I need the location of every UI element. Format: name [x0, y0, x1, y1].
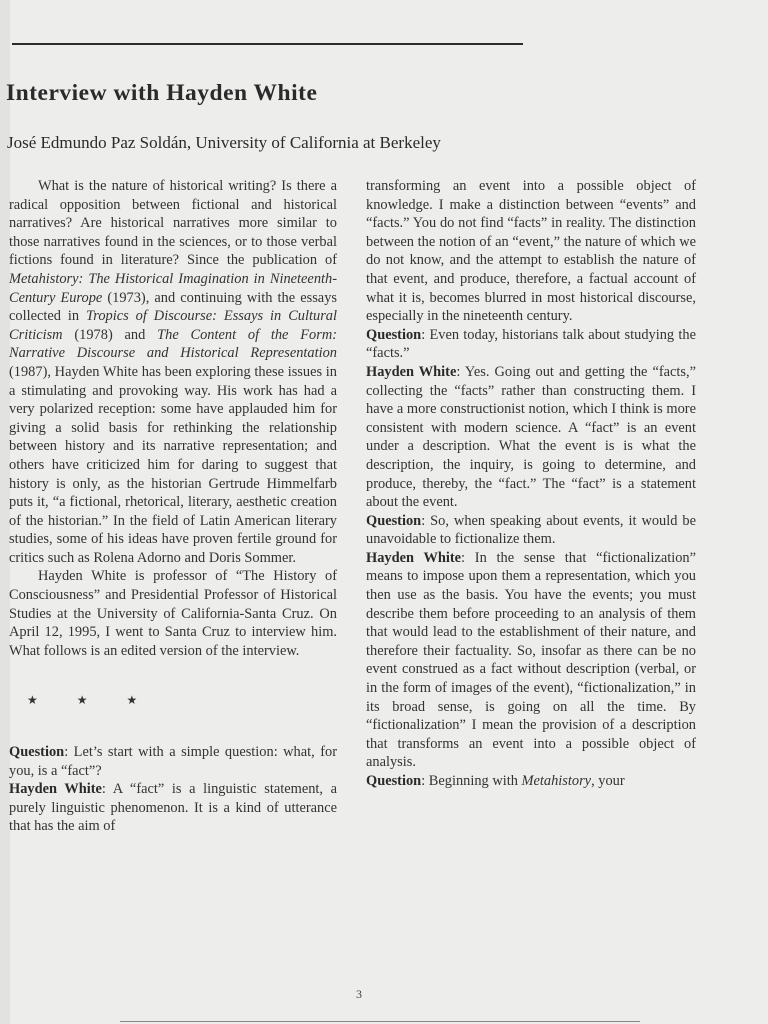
respondent-label: Hayden White: [366, 549, 462, 566]
intro-paragraph-1: What is the nature of historical writing? Is there a radical opposition between fictional and historical narratives? Are historical narratives more similar to those narratives found in the sciences, or to those verbal fictions found in literature? Since the publication of Metahistory: The Historical Imagination in Nineteenth-Century Europe (1973), and continuing with the essays collected in Tropics of Discourse: Essays in Cultural Criticism (1978) and The Content of the Form: Narrative Discourse and Historical Representation (1987), Hayden White has been exploring these issues in a stimulating and provoking way. His work has had a very polarized reception: some have applauded him for giving a solid basis for rethinking the relationship between history and its narrative representation; and others have criticized him for daring to suggest that history is only, as the historian Gertrude Himmelfarb puts it, “a fictional, rhetorical, literary, aesthetic creation of the historian.” In the field of Latin American literary studies, some of his ideas have proven fertile ground for critics such as Rolena Adorno and Doris Sommer.: [9, 178, 338, 566]
question-2: Question: Even today, historians talk about studying the “facts.”: [366, 326, 696, 362]
question-label: Question: [9, 744, 65, 761]
author-name: José Edmundo Paz Soldán,: [7, 133, 192, 152]
article-title: Interview with Hayden White: [6, 80, 318, 106]
respondent-label: Hayden White: [366, 363, 457, 380]
book-title-metahistory: Metahistory: The Historical Imagination in Nineteenth-Century Europe: [9, 270, 337, 306]
question-label: Question: [366, 512, 422, 529]
answer-3: Hayden White: In the sense that “fictionalization” means to impose upon them a representation, which you then use as the basis. You have the events; you must describe them before proceeding to an analysis of them that would lead to the establishment of their nature, and therefore their factuality. So, insofar as there can be no event construed as a fact without description (verbal, or in the form of images of the event), “fictionalization,” in its broad sense, is going on all the time. By “fictionalization” I mean the provision of a description that transforms an event into a possible object of analysis.: [366, 549, 696, 771]
intro-paragraph-2: Hayden White is professor of “The History of Consciousness” and Presidential Professor of Historical Studies at the University of California-Santa Cruz. On April 12, 1995, I went to Santa Cruz to interview him. What follows is an edited version of the interview.: [9, 568, 337, 659]
question-label: Question: [366, 773, 422, 789]
book-title-tropics: Tropics of Discourse: Essays in Cultural Criticism: [9, 308, 337, 343]
author-affiliation: University of California at Berkeley: [195, 133, 441, 152]
question-1: Question: Let’s start with a simple question: what, for you, is a “fact”?: [9, 744, 337, 779]
top-rule: [12, 43, 523, 45]
answer-1: Hayden White: A “fact” is a linguistic statement, a purely linguistic phenomenon. It is a kind of utterance that has the aim of: [9, 781, 337, 835]
book-title-metahistory: Metahistory: [521, 773, 592, 789]
byline: [7, 133, 441, 153]
question-3: Question: So, when speaking about events, it would be unavoidable to fictionalize them.: [366, 512, 696, 548]
section-separator: ★ ★ ★: [27, 693, 156, 708]
answer-1-continued: transforming an event into a possible object of knowledge. I make a distinction between “events” and “facts.” You do not find “facts” in reality. The distinction between the notion of an “event,” the nature of which we do not know, and the attempt to establish the nature of that event, and produce, therefore, a factual account of what it is, becomes blurred in most historical discourse, especially in the nineteenth century.: [366, 178, 696, 325]
question-label: Question: [366, 326, 422, 343]
respondent-label: Hayden White: [9, 781, 102, 798]
left-column: [9, 177, 337, 836]
bottom-rule: [120, 1021, 640, 1022]
book-title-content-of-form: The Content of the Form: Narrative Discourse and Historical Representation: [9, 326, 338, 362]
right-column: [366, 177, 696, 791]
answer-2: Hayden White: Yes. Going out and getting the “facts,” collecting the “facts” rather than constructing them. I have a more constructionist notion, which I think is more consistent with modern science. A “fact” is an event under a description. What the event is is what the description, the inquiry, is going to determine, and produce, thereby, the “fact.” The “fact” is a statement about the event.: [366, 363, 696, 511]
page-number: 3: [356, 987, 362, 1001]
question-4: Question: Beginning with Metahistory, your: [366, 773, 625, 789]
